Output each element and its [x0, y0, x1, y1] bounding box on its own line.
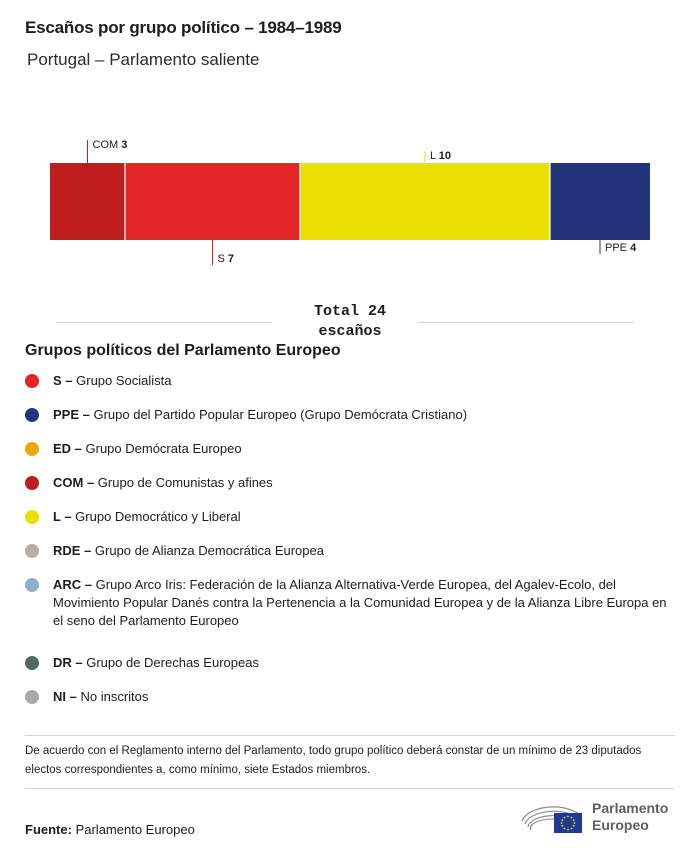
- legend-item: [25, 654, 675, 672]
- chart-title: Escaños por grupo político – 1984–1989: [25, 18, 342, 37]
- total-seats-count: Total 24: [313, 303, 386, 320]
- legend-color-dot: [25, 578, 39, 592]
- legend-item: [25, 508, 675, 526]
- legend-label: Grupo Democrático y Liberal: [75, 509, 241, 524]
- legend-color-dot: [25, 476, 39, 490]
- legend-item: [25, 576, 675, 630]
- legend-label: Grupo de Alianza Democrática Europea: [94, 543, 324, 558]
- source-label: Fuente:: [25, 822, 72, 837]
- data-label-group: COM: [92, 139, 122, 151]
- footer-note: De acuerdo con el Reglamento interno del Parlamento, todo grupo político deberá constar de un mínimo de 23 diputados electos correspondientes a, como mínimo, siete Estados miembros.: [25, 745, 642, 776]
- legend-title: Grupos políticos del Parlamento Europeo: [25, 342, 341, 359]
- data-label-value: 4: [630, 242, 637, 254]
- data-label-value: 3: [121, 139, 128, 151]
- legend-label: Grupo Socialista: [76, 373, 172, 388]
- footer-divider-top: [25, 735, 675, 736]
- data-label-group: S: [217, 253, 228, 265]
- legend-label: Grupo de Derechas Europeas: [86, 655, 259, 670]
- legend-color-dot: [25, 656, 39, 670]
- stacked-seat-bar-chart: [0, 130, 700, 280]
- legend-label: Grupo de Comunistas y afines: [97, 475, 273, 490]
- total-seats-unit: escaños: [318, 323, 382, 340]
- chart-subtitle: Portugal – Parlamento saliente: [27, 50, 260, 69]
- source-value: Parlamento Europeo: [75, 822, 195, 837]
- logo-line-2: Europeo: [592, 817, 649, 833]
- legend-color-dot: [25, 374, 39, 388]
- legend-abbr: DR –: [53, 655, 87, 670]
- data-label-s: [218, 253, 235, 265]
- legend-abbr: COM –: [53, 475, 98, 490]
- european-parliament-logo: [520, 797, 680, 837]
- data-label-ppe: [605, 242, 637, 254]
- data-label-value: 10: [438, 150, 452, 162]
- legend-abbr: ARC –: [53, 577, 96, 592]
- legend-color-dot: [25, 690, 39, 704]
- legend-item: [25, 372, 675, 390]
- source: [25, 822, 195, 837]
- legend-abbr: RDE –: [53, 543, 95, 558]
- bar-segment-ppe: [550, 163, 650, 240]
- bar-segment-com: [50, 163, 125, 240]
- legend-label: Grupo del Partido Popular Europeo (Grupo Demócrata Cristiano): [93, 407, 468, 422]
- data-label-l: [430, 150, 451, 162]
- legend-label: Grupo Arco Iris: Federación de la Alianza Alternativa-Verde Europea, del Agalev-Ecolo, del Movimiento Popular Danés contra la Pertenencia a la Comunidad Europea y de la Alianza Libre Europa en el seno del Parlamento Europeo: [53, 577, 667, 628]
- legend-color-dot: [25, 510, 39, 524]
- logo-line-1: Parlamento: [592, 800, 669, 816]
- bar-segment-l: [300, 163, 550, 240]
- legend-abbr: ED –: [53, 441, 86, 456]
- legend-item: [25, 406, 675, 424]
- legend-label: Grupo Demócrata Europeo: [85, 441, 242, 456]
- bar-segment-s: [125, 163, 300, 240]
- legend-abbr: NI –: [53, 689, 81, 704]
- data-label-group: L: [430, 150, 439, 162]
- legend-abbr: PPE –: [53, 407, 94, 422]
- legend-item: [25, 440, 675, 458]
- total-divider-right: [418, 322, 634, 323]
- legend-item: [25, 688, 675, 706]
- legend-abbr: S –: [53, 373, 77, 388]
- legend-item: [25, 474, 675, 492]
- total-seats: [300, 302, 400, 342]
- data-label-group: PPE: [605, 242, 631, 254]
- legend-item: [25, 542, 675, 560]
- total-divider-left: [56, 322, 272, 323]
- data-label-com: [93, 139, 128, 151]
- parliament-hemicycle-icon: [520, 797, 588, 837]
- legend-color-dot: [25, 408, 39, 422]
- legend-label: No inscritos: [80, 689, 149, 704]
- logo-text: [592, 800, 668, 834]
- legend-abbr: L –: [53, 509, 76, 524]
- legend-color-dot: [25, 544, 39, 558]
- data-label-value: 7: [227, 253, 235, 265]
- legend-color-dot: [25, 442, 39, 456]
- footer-divider-bottom: [25, 788, 675, 789]
